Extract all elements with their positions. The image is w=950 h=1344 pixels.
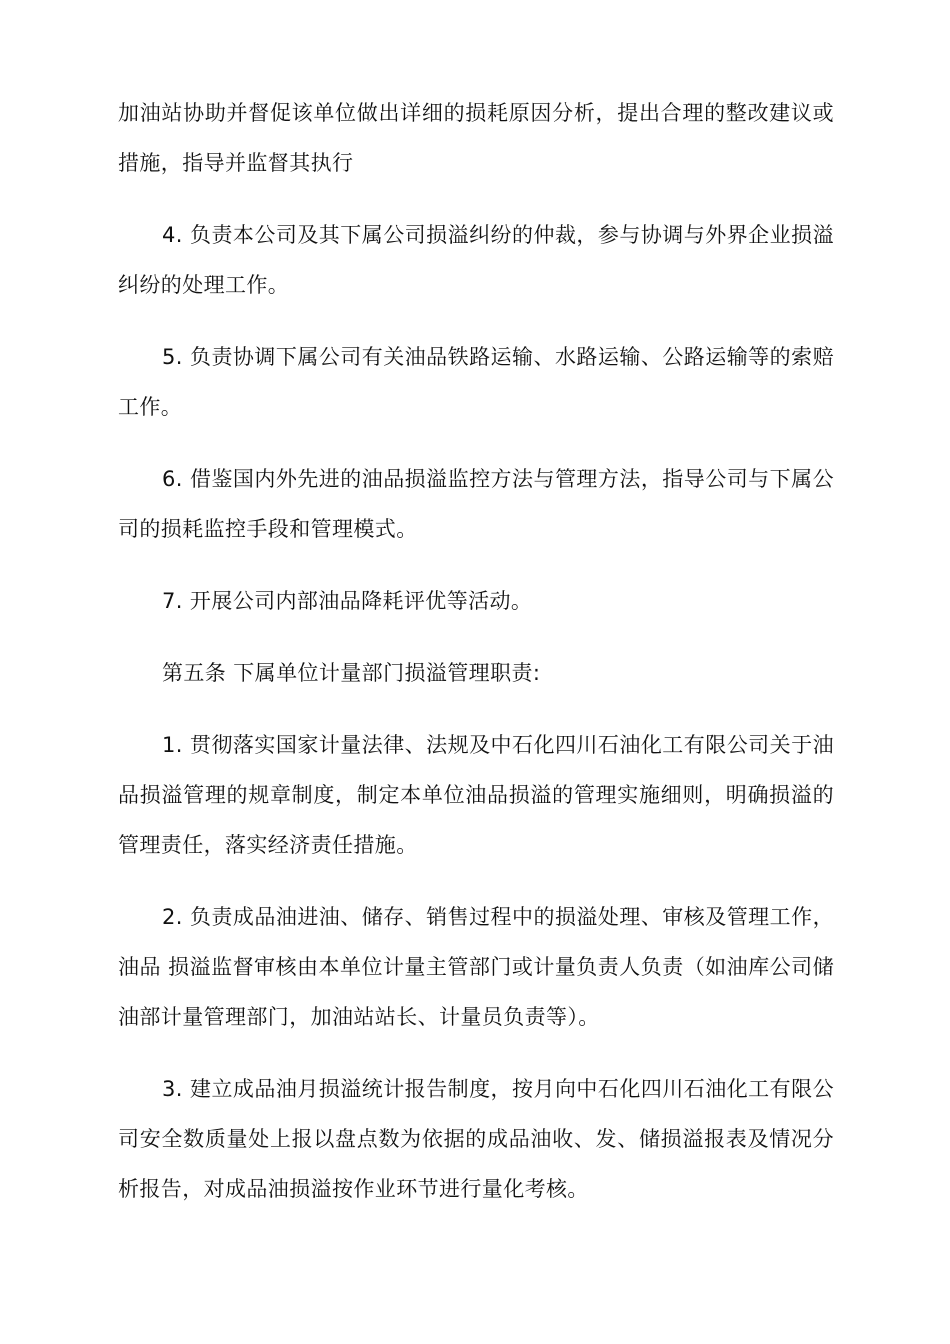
paragraph-continuation: 加油站协助并督促该单位做出详细的损耗原因分析，提出合理的整改建议或措施，指导并监督其执行 [118, 101, 834, 175]
paragraph-item-6: 6. 借鉴国内外先进的油品损溢监控方法与管理方法，指导公司与下属公司的损耗监控手段和管理模式。 [118, 467, 834, 541]
document-page [118, 88, 834, 1214]
paragraph-item-3: 3. 建立成品油月损溢统计报告制度，按月向中石化四川石油化工有限公司安全数质量处上报以盘点数为依据的成品油收、发、储损溢报表及情况分析报告，对成品油损溢按作业环节进行量化考核。 [118, 1077, 834, 1201]
section-heading-article-5: 第五条 下属单位计量部门损溢管理职责: [162, 661, 541, 685]
paragraph-item-2: 2. 负责成品油进油、储存、销售过程中的损溢处理、审核及管理工作，油品 损溢监督审核由本单位计量主管部门或计量负责人负责（如油库公司储油部计量管理部门，加油站站长、计量员负责等）。 [118, 905, 834, 1029]
paragraph-item-4: 4. 负责本公司及其下属公司损溢纠纷的仲裁，参与协调与外界企业损溢纠纷的处理工作。 [118, 223, 834, 297]
paragraph-item-7: 7. 开展公司内部油品降耗评优等活动。 [162, 589, 533, 613]
paragraph-item-5: 5. 负责协调下属公司有关油品铁路运输、水路运输、公路运输等的索赔工作。 [118, 345, 834, 419]
paragraph-item-1: 1. 贯彻落实国家计量法律、法规及中石化四川石油化工有限公司关于油品损溢管理的规章制度，制定本单位油品损溢的管理实施细则，明确损溢的管理责任，落实经济责任措施。 [118, 733, 834, 857]
